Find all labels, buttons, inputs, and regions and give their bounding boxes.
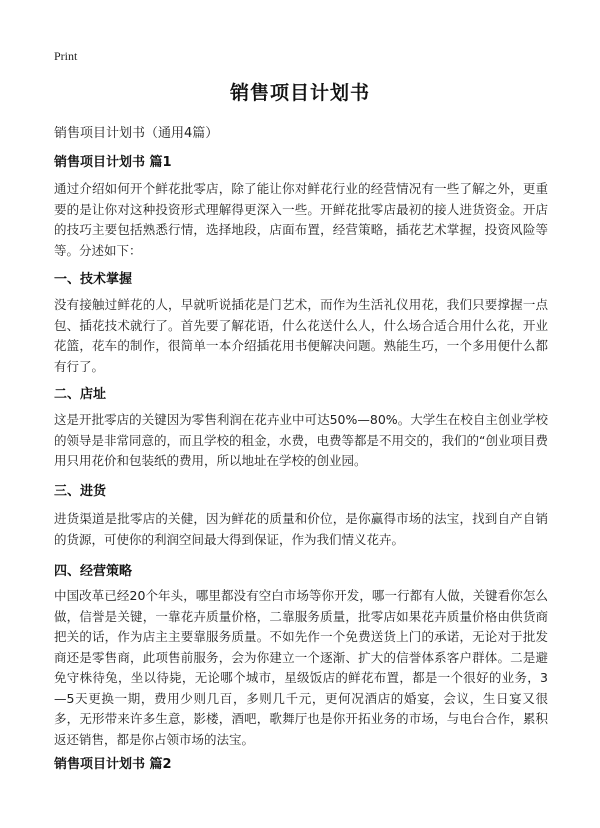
- part1-heading: 销售项目计划书 篇1: [54, 155, 172, 170]
- section-heading-location: 二、店址: [54, 387, 107, 402]
- intro-paragraph: 通过介绍如何开个鲜花批零店，除了能让你对鲜花行业的经营情况有一些了解之外，更重要的是让你对这种投资形式理解得更深入一些。开鲜花批零店最初的接人进货资金。开店的技巧主要包括熟悉行情，选择地段，店面布置，经营策略，插花艺术掌握，投资风险等等。分述如下：: [54, 181, 548, 258]
- part2-heading: 销售项目计划书 篇2: [54, 757, 172, 772]
- section-heading-technique: 一、技术掌握: [54, 272, 133, 287]
- document-subtitle: 销售项目计划书（通用4篇）: [54, 126, 219, 141]
- section-heading-strategy: 四、经营策略: [54, 564, 133, 579]
- section-body-location: 这是开批零店的关键因为零售利润在花卉业中可达50%—80%。大学生在校自主创业学校的领导是非常同意的，而且学校的租金，水费，电费等都是不用交的，我们的“创业项目费用只用花价和包装纸的费用，所以地址在学校的创业园。: [54, 412, 548, 468]
- document-title: 销售项目计划书: [229, 82, 370, 104]
- section-heading-purchasing: 三、进货: [54, 484, 107, 499]
- print-link[interactable]: Print: [54, 49, 78, 63]
- section-body-purchasing: 进货渠道是批零店的关健，因为鲜花的质量和价位，是你赢得市场的法宝，找到自产自销的货源，可使你的利润空间最大得到保证，作为我们情义花卉。: [54, 511, 548, 547]
- section-body-technique: 没有接触过鲜花的人，早就听说插花是门艺术，而作为生活礼仪用花，我们只要撑握一点包、插花技术就行了。首先要了解花语，什么花送什么人，什么场合适合用什么花，开业花篮，花车的制作，很简单一本介绍插花用书便解决问题。熟能生巧，一个多用便什么都有行了。: [54, 297, 548, 374]
- section-body-strategy: 中国改革已经20个年头，哪里都没有空白市场等你开发，哪一行都有人做，关键看你怎么做，信誉是关键，一靠花卉质量价格，二靠服务质量，批零店如果花卉质量价格由供货商把关的话，作为店主主要靠服务质量。不如先作一个免费送货上门的承诺，无论对于批发商还是零售商，此项售前服务，会为你建立一个逐渐、扩大的信誉体系客户群体。二是避免守株待兔，坐以待毙，无论哪个城市，星级饭店的鲜花布置，都是一个很好的业务，3—5天更换一期，费用少则几百，多则几千元，更何况酒店的婚宴，会议，生日宴又很多，无形带来许多生意，影楼，酒吧，歌舞厅也是你开拓业务的市场，与电台合作，累积返还销售，都是你占领市场的法宝。: [54, 588, 548, 747]
